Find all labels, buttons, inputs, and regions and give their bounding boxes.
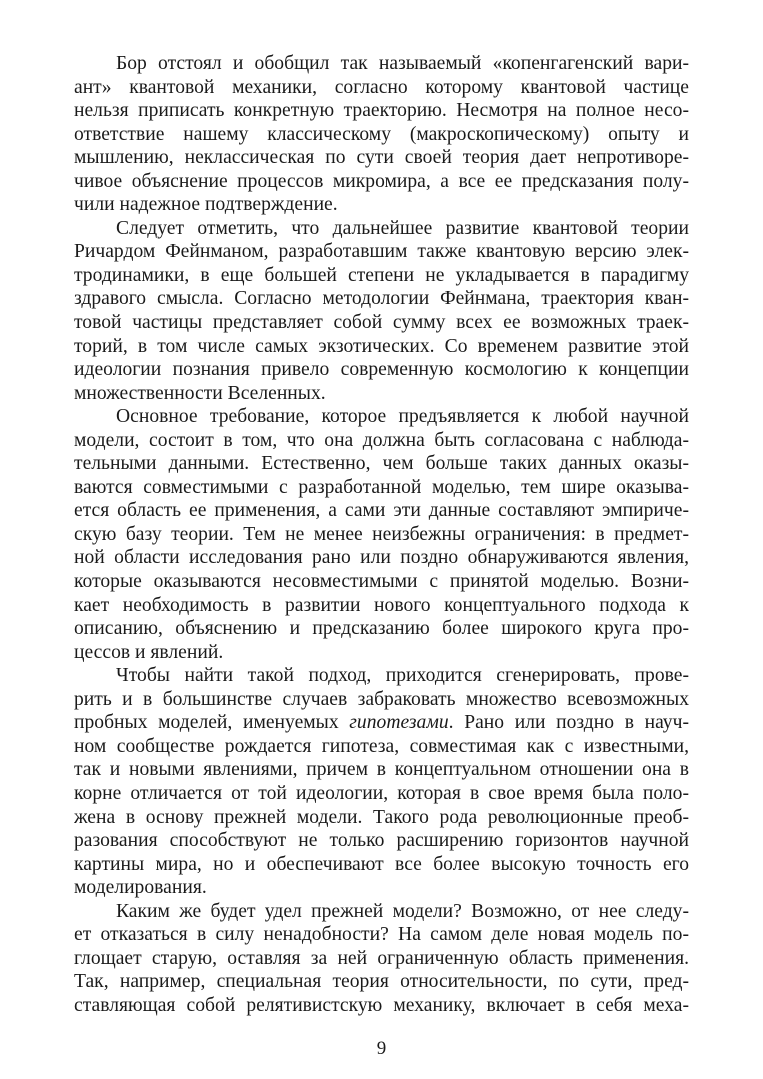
text-line: Каким же будет удел прежней модели? Возможно, от нее следу-: [116, 900, 689, 922]
text-line: ант» квантовой механики, согласно которому квантовой частице: [74, 76, 689, 98]
paragraph: [74, 405, 689, 664]
text-line: рить и в большинстве случаев забраковать множество всевозможных: [74, 688, 689, 710]
text-line: торий, в том числе самых экзотических. Со временем развитие этой: [74, 335, 689, 357]
text-line: мышлению, неклассическая по сути своей теория дает непротиворе-: [74, 147, 689, 169]
text-line: так и новыми явлениями, причем в концептуальном отношении она в: [74, 759, 689, 781]
text-line: глощает старую, оставляя за ней ограниченную область применения.: [74, 947, 689, 969]
page-number: 9: [376, 1038, 387, 1059]
text-line: Чтобы найти такой подход, приходится сгенерировать, прове-: [116, 665, 689, 687]
paragraph: [74, 900, 689, 1018]
text-line: множественности Вселенных.: [74, 382, 326, 404]
paragraph: [74, 52, 689, 217]
text-line: которые оказываются несовместимыми с принятой моделью. Возни-: [74, 571, 689, 593]
text-line: разования способствуют не только расширению горизонтов научной: [74, 830, 689, 852]
text-segment: пробных моделей, именуемых: [74, 712, 350, 734]
text-line: ваются совместимыми с разработанной моделью, тем шире оказыва-: [74, 476, 689, 498]
text-line: Ричардом Фейнманом, разработавшим также квантовую версию элек-: [74, 241, 689, 263]
text-line: чивое объяснение процессов микромира, а все ее предсказания полу-: [74, 170, 689, 192]
text-line: ставляющая собой релятивистскую механику, включает в себя меха-: [74, 994, 689, 1016]
text-line: ответствие нашему классическому (макроскопическому) опыту и: [74, 123, 689, 145]
text-line: Так, например, специальная теория относительности, по сути, пред-: [74, 971, 689, 993]
text-line: описанию, объяснению и предсказанию более широкого круга про-: [74, 618, 689, 640]
text-line: тельными данными. Естественно, чем больше таких данных оказы-: [74, 453, 689, 475]
text-line: Бор отстоял и обобщил так называемый «копенгагенский вари-: [116, 53, 689, 74]
text-line: здравого смысла. Согласно методологии Фейнмана, траектория кван-: [74, 288, 689, 310]
text-line: тродинамики, в еще большей степени не укладывается в парадигму: [74, 264, 689, 286]
text-line: идеологии познания привело современную космологию к концепции: [74, 359, 689, 381]
text-line: ет отказаться в силу ненадобности? На самом деле новая модель по-: [74, 924, 689, 946]
text-line: модели, состоит в том, что она должна быть согласована с наблюда-: [74, 429, 689, 451]
text-line: цессов и явлений.: [74, 641, 224, 663]
paragraph: [74, 664, 689, 899]
text-line: ется область ее применения, а сами эти данные составляют эмпириче-: [74, 500, 689, 522]
text-segment: . Рано или поздно в науч-: [448, 712, 689, 734]
text-line: нельзя приписать конкретную траекторию. Несмотря на полное несо-: [74, 100, 689, 122]
paragraph: [74, 217, 689, 405]
text-line: корне отличается от той идеологии, которая в свое время была поло-: [74, 782, 689, 804]
text-line: ном сообществе рождается гипотеза, совместимая как с известными,: [74, 735, 689, 757]
text-line: товой частицы представляет собой сумму всех ее возможных траек-: [74, 312, 689, 334]
text-line: кает необходимость в развитии нового концептуального подхода к: [74, 594, 689, 616]
text-line: жена в основу прежней модели. Такого рода революционные преоб-: [74, 806, 689, 828]
text-line: ной области исследования рано или поздно обнаруживаются явления,: [74, 547, 689, 569]
text-line: скую базу теории. Тем не менее неизбежны ограничения: в предмет-: [74, 523, 689, 545]
italic-term: гипотезами: [349, 712, 449, 734]
text-line: Следует отметить, что дальнейшее развитие квантовой теории: [116, 217, 689, 239]
page-body: [74, 52, 689, 1017]
text-line: Основное требование, которое предъявляется к любой научной: [116, 406, 689, 428]
text-line: [74, 711, 689, 735]
text-line: картины мира, но и обеспечивают все более высокую точность его: [74, 853, 689, 875]
text-line: моделирования.: [74, 877, 207, 899]
text-line: чили надежное подтверждение.: [74, 194, 338, 216]
